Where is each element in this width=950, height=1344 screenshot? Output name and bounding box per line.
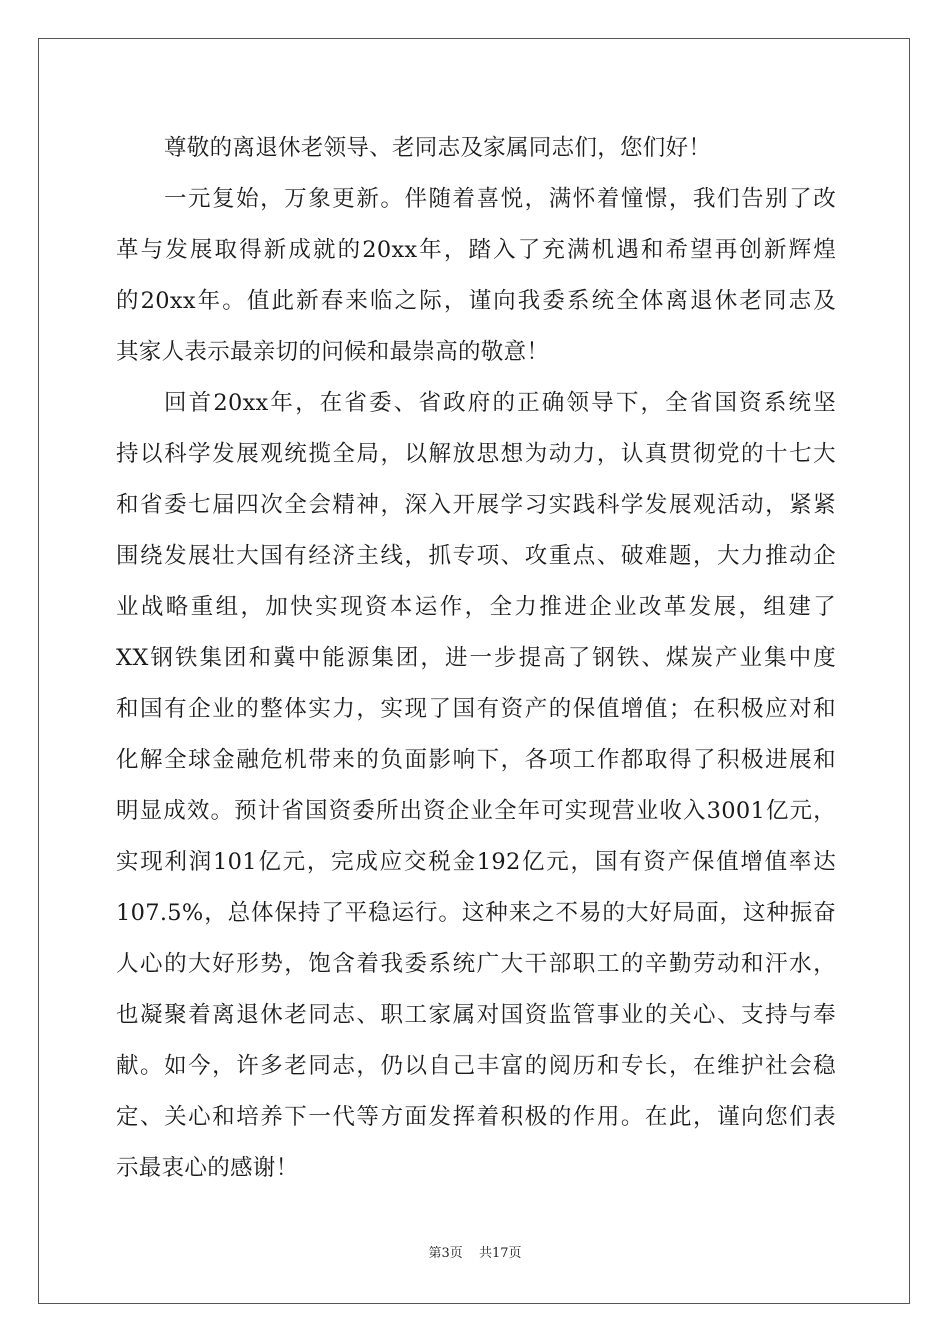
page-number: 第3页 <box>428 1246 463 1261</box>
text-line: 献。如今，许多老同志，仍以自己丰富的阅历和专长，在维护社会稳 <box>116 1053 836 1079</box>
page-total: 共17页 <box>478 1246 522 1261</box>
text-line: 业战略重组，加快实现资本运作，全力推进企业改革发展，组建了 <box>116 594 836 620</box>
text-line: 示最衷心的感谢！ <box>116 1155 299 1181</box>
text-line: 和国有企业的整体实力，实现了国有资产的保值增值；在积极应对和 <box>116 696 836 722</box>
text-line: 一元复始，万象更新。伴随着喜悦，满怀着憧憬，我们告别了改 <box>164 186 836 212</box>
text-line: 化解全球金融危机带来的负面影响下，各项工作都取得了积极进展和 <box>116 747 836 773</box>
text-line: 回首20xx年，在省委、省政府的正确领导下，全省国资系统坚 <box>164 390 836 416</box>
text-line: 围绕发展壮大国有经济主线，抓专项、攻重点、破难题，大力推动企 <box>116 543 836 569</box>
text-line: 的20xx年。值此新春来临之际，谨向我委系统全体离退休老同志及 <box>116 288 836 314</box>
text-line: 明显成效。预计省国资委所出资企业全年可实现营业收入3001亿元， <box>116 798 836 824</box>
text-line: 定、关心和培养下一代等方面发挥着积极的作用。在此，谨向您们表 <box>116 1104 836 1130</box>
text-line: 107.5%，总体保持了平稳运行。这种来之不易的大好局面，这种振奋 <box>116 900 836 926</box>
text-line: 持以科学发展观统揽全局，以解放思想为动力，认真贯彻党的十七大 <box>116 441 836 467</box>
text-line: 其家人表示最亲切的问候和最崇高的敬意！ <box>116 339 550 365</box>
text-line: 革与发展取得新成就的20xx年，踏入了充满机遇和希望再创新辉煌 <box>116 237 836 263</box>
text-line: 实现利润101亿元，完成应交税金192亿元，国有资产保值增值率达 <box>116 849 836 875</box>
page-footer <box>0 1242 950 1261</box>
text-line: 尊敬的离退休老领导、老同志及家属同志们，您们好！ <box>164 135 712 161</box>
text-line: XX钢铁集团和冀中能源集团，进一步提高了钢铁、煤炭产业集中度 <box>116 645 836 671</box>
text-line: 也凝聚着离退休老同志、职工家属对国资监管事业的关心、支持与奉 <box>116 1002 836 1028</box>
text-line: 人心的大好形势，饱含着我委系统广大干部职工的辛勤劳动和汗水， <box>116 951 836 977</box>
text-line: 和省委七届四次全会精神，深入开展学习实践科学发展观活动，紧紧 <box>116 492 836 518</box>
